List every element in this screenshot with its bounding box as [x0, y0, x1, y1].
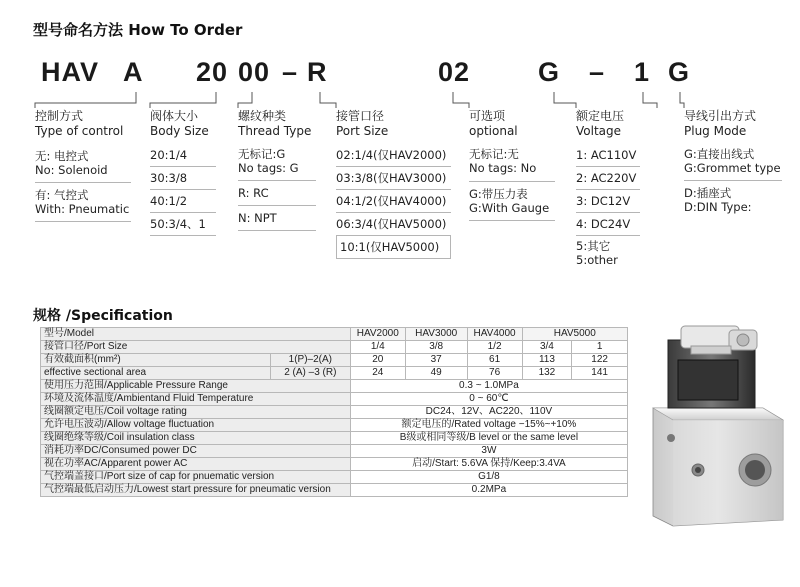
plug-option-grommet: G:直接出线式 G:Grommet type — [684, 144, 782, 181]
spec-value: 3W — [350, 445, 627, 458]
body-size-option: 40:1/2 — [150, 190, 216, 213]
body-size-title: 阀体大小 Body Size — [150, 109, 209, 138]
voltage-title: 额定电压 Voltage — [576, 109, 625, 138]
optional-option-none: 无标记:无 No tags: No — [469, 144, 555, 182]
voltage-option: 3: DC12V — [576, 190, 640, 213]
spec-value: 0.3 ~ 1.0MPa — [350, 380, 627, 393]
voltage-column — [576, 109, 640, 270]
spec-model-cell: HAV2000 — [350, 328, 405, 341]
spec-area-cell: 61 — [467, 354, 522, 367]
connector-plug — [680, 92, 684, 108]
port-size-column — [336, 109, 451, 259]
spec-label: 允许电压波动/Allow voltage fluctuation — [41, 419, 351, 432]
code-body-size: 20 — [196, 57, 229, 87]
optional-column — [469, 109, 555, 221]
port-size-option: 06:3/4(仅HAV5000) — [336, 213, 451, 236]
voltage-option: 4: DC24V — [576, 213, 640, 236]
connector-port — [453, 92, 469, 108]
spec-row — [41, 484, 628, 497]
thread-option-g: 无标记:G No tags: G — [238, 144, 316, 181]
spec-label: 接管口径/Port Size — [41, 341, 351, 354]
spec-label: 气控端盖接口/Port size of cap for pnuematic version — [41, 471, 351, 484]
spec-area-cell: 113 — [522, 354, 572, 367]
spec-row — [41, 432, 628, 445]
thread-type-column — [238, 109, 316, 231]
body-size-option: 30:3/8 — [150, 167, 216, 190]
code-dash-2: – — [589, 57, 606, 87]
voltage-option-other: 5:其它 5:other — [576, 239, 618, 267]
spec-value: 0.2MPa — [350, 484, 627, 497]
connector-voltage — [643, 92, 657, 108]
spec-port-cell: 1 — [572, 341, 628, 354]
connector-suffix — [238, 92, 252, 108]
thread-type-title: 螺纹种类 Thread Type — [238, 109, 312, 138]
code-dash-1: – — [282, 57, 299, 87]
port-size-title: 接管口径 Port Size — [336, 109, 389, 138]
order-heading: 型号命名方法 How To Order — [33, 21, 243, 39]
code-plug: G — [668, 57, 691, 87]
thread-option-npt: N: NPT — [238, 206, 316, 231]
spec-label: 有效截面积(mm²) — [41, 354, 271, 367]
port-size-option: 10:1(仅HAV5000) — [336, 236, 451, 259]
plug-mode-column — [684, 109, 782, 219]
spec-row — [41, 471, 628, 484]
spec-area-cell: 37 — [405, 354, 467, 367]
spec-label: 消耗功率DC/Consumed power DC — [41, 445, 351, 458]
spec-area-cell: 141 — [572, 367, 628, 380]
spec-label: 环境及流体温度/Ambientand Fluid Temperature — [41, 393, 351, 406]
code-optional: G — [538, 57, 561, 87]
control-type-column — [35, 109, 131, 222]
code-suffix: 00 — [238, 57, 271, 87]
body-size-option: 50:3/4、1 — [150, 213, 216, 236]
spec-row-area-2 — [41, 367, 628, 380]
spec-port-cell: 1/2 — [467, 341, 522, 354]
spec-port-cell: 1/4 — [350, 341, 405, 354]
code-voltage: 1 — [634, 57, 651, 87]
spec-area-cell: 122 — [572, 354, 628, 367]
thread-option-rc: R: RC — [238, 181, 316, 206]
spec-row — [41, 445, 628, 458]
spec-sublabel: 2 (A) –3 (R) — [270, 367, 350, 380]
voltage-option: 1: AC110V — [576, 144, 640, 167]
spec-model-cell: HAV5000 — [522, 328, 627, 341]
spec-label: 型号/Model — [41, 328, 351, 341]
body-size-option: 20:1/4 — [150, 144, 216, 167]
control-option-solenoid: 无: 电控式 No: Solenoid — [35, 144, 131, 183]
code-prefix: HAV — [41, 57, 100, 87]
spec-row — [41, 419, 628, 432]
port-size-option: 02:1/4(仅HAV2000) — [336, 144, 451, 167]
plug-option-din: D:插座式 D:DIN Type: — [684, 186, 752, 214]
port-size-option: 03:3/8(仅HAV3000) — [336, 167, 451, 190]
spec-port-cell: 3/8 — [405, 341, 467, 354]
spec-label: 使用压力范围/Applicable Pressure Range — [41, 380, 351, 393]
voltage-option: 2: AC220V — [576, 167, 640, 190]
spec-value: 启动/Start: 5.6VA 保持/Keep:3.4VA — [350, 458, 627, 471]
spec-row — [41, 380, 628, 393]
spec-value: G1/8 — [350, 471, 627, 484]
code-thread: R — [307, 57, 328, 87]
spec-label: 线圈绝缘等级/Coil insulation class — [41, 432, 351, 445]
connector-body — [150, 92, 216, 108]
spec-row-port — [41, 341, 628, 354]
spec-port-cell: 3/4 — [522, 341, 572, 354]
spec-label: effective sectional area — [41, 367, 271, 380]
spec-label: 线圈额定电压/Coil voltage rating — [41, 406, 351, 419]
port-size-option: 04:1/2(仅HAV4000) — [336, 190, 451, 213]
spec-label: 气控端最低启动压力/Lowest start pressure for pneumatic version — [41, 484, 351, 497]
spec-value: 额定电压的/Rated voltage −15%~+10% — [350, 419, 627, 432]
spec-area-cell: 20 — [350, 354, 405, 367]
plug-mode-title: 导线引出方式 Plug Mode — [684, 109, 757, 138]
spec-area-cell: 76 — [467, 367, 522, 380]
spec-value: B级或相同等级/B level or the same level — [350, 432, 627, 445]
spec-area-cell: 24 — [350, 367, 405, 380]
solenoid-valve-image — [643, 320, 793, 540]
spec-row-model — [41, 328, 628, 341]
control-option-pneumatic: 有: 气控式 With: Pneumatic — [35, 183, 131, 222]
spec-sublabel: 1(P)–2(A) — [270, 354, 350, 367]
code-control: A — [123, 57, 144, 87]
connector-thread — [320, 92, 336, 108]
optional-option-gauge: G:带压力表 G:With Gauge — [469, 182, 555, 221]
spec-value: 0 ~ 60℃ — [350, 393, 627, 406]
spec-table — [40, 327, 628, 497]
spec-value: DC24、12V、AC220、110V — [350, 406, 627, 419]
control-type-title: 控制方式 Type of control — [35, 109, 124, 138]
connector-control — [35, 92, 136, 108]
spec-model-cell: HAV4000 — [467, 328, 522, 341]
spec-row — [41, 458, 628, 471]
spec-label: 视在功率AC/Apparent power AC — [41, 458, 351, 471]
spec-heading: 规格 /Specification — [33, 308, 173, 324]
connector-optional — [554, 92, 576, 108]
optional-title: 可选项 optional — [469, 109, 518, 138]
spec-area-cell: 49 — [405, 367, 467, 380]
spec-area-cell: 132 — [522, 367, 572, 380]
spec-row-area-1 — [41, 354, 628, 367]
code-port: 02 — [438, 57, 471, 87]
spec-row — [41, 393, 628, 406]
spec-row — [41, 406, 628, 419]
body-size-column — [150, 109, 216, 236]
spec-model-cell: HAV3000 — [405, 328, 467, 341]
